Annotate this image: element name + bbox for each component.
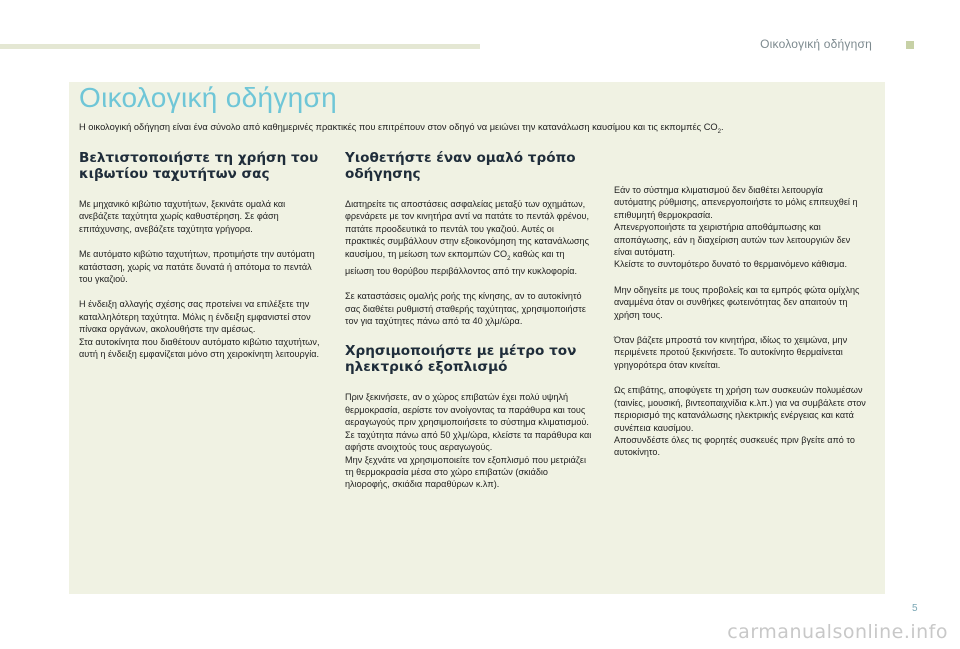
intro-main: Η οικολογική οδήγηση είναι ένα σύνολο από καθημερινές πρακτικές που επιτρέπουν στον οδηγό να μειώνει την κατανάλωση καυσίμου και τις εκπομπές CO — [79, 122, 718, 132]
header-rule — [0, 44, 480, 49]
running-header: Οικολογική οδήγηση — [760, 37, 872, 51]
watermark: carmanualsonline.info — [727, 621, 948, 643]
paragraph-climate-control: Εάν το σύστημα κλιματισμού δεν διαθέτει λειτουργία αυτόματης ρύθμισης, απενεργοποιήστε το μόλις επιτευχθεί η επιθυμητή θερμοκρασία. Απενεργοποιήστε τα χειριστήρια αποθάμπωσης και αποπάγωσης, εάν η διαχείριση αυτών των λειτουργιών δεν είναι αυτόματη. Κλείστε το συντομότερο δυνατό το θερμαινόμενο κάθισμα. — [614, 185, 858, 270]
header-square-marker — [906, 41, 914, 49]
page-title: Οικολογική οδήγηση — [79, 82, 337, 113]
page-number: 5 — [912, 603, 918, 614]
paragraph-multimedia: Ως επιβάτης, αποφύγετε τη χρήση των συσκευών πολυμέσων (ταινίες, μουσική, βιντεοπαιχνίδια κ.λπ.) για να συμβάλετε στον περιορισμό της κατανάλωσης ηλεκτρικής ενέργειας και κατά συνέπεια καυσίμου. Αποσυνδέστε όλες τις φορητές συσκευές πριν βγείτε από το αυτοκίνητο. — [614, 385, 866, 458]
paragraph-safety-distances-b: καθώς και τη μείωση του θορύβου περιβάλλοντος από την κυκλοφορία. — [345, 248, 577, 276]
heading-gearbox: Βελτιστοποιήστε τη χρήση του κιβωτίου ταχυτήτων σας — [79, 150, 319, 182]
intro-subscript: 2 — [717, 128, 722, 135]
paragraph-safety-distances — [345, 198, 593, 277]
co2-subscript: 2 — [507, 255, 511, 262]
paragraph-engine-warmup: Όταν βάζετε μπροστά τον κινητήρα, ιδίως το χειμώνα, μην περιμένετε προτού ξεκινήσετε. Το αυτοκίνητο θερμαίνεται γρηγορότερα όταν κινείται. — [614, 335, 848, 370]
paragraph-automatic-gearbox: Με αυτόματο κιβώτιο ταχυτήτων, προτιμήστε την αυτόματη κατάσταση, χωρίς να πατάτε δυνατά ή απότομα το πεντάλ του γκαζιού. — [79, 249, 315, 285]
intro-text — [79, 121, 879, 138]
paragraph-cruise-control: Σε καταστάσεις ομαλής ροής της κίνησης, αν το αυτοκίνητό σας διαθέτει ρυθμιστή σταθερής ταχύτητας, χρησιμοποιήστε τον για ταχύτητες πάνω από τα 40 χλμ/ώρα. — [345, 291, 586, 327]
column-driving-style — [345, 150, 593, 504]
paragraph-manual-gearbox: Με μηχανικό κιβώτιο ταχυτήτων, ξεκινάτε ομαλά και ανεβάζετε ταχύτητα χωρίς καθυστέρηση. Σε φάση επιτάχυνσης, ανεβάζετε ταχύτητα γρήγορα. — [79, 199, 286, 234]
paragraph-gear-indicator: Η ένδειξη αλλαγής σχέσης σας προτείνει να επιλέξετε την καταλληλότερη ταχύτητα. Μόλις η ένδειξη εμφανιστεί στον πίνακα οργάνων, ακολουθήστε την αμέσως. Στα αυτοκίνητα που διαθέτουν αυτόματο κιβώτιο ταχυτήτων, αυτή η ένδειξη εμφανίζεται μόνο στη χειροκίνητη λειτουργία. — [79, 299, 320, 360]
paragraph-safety-distances-a: Διατηρείτε τις αποστάσεις ασφαλείας μεταξύ των οχημάτων, φρενάρετε με τον κινητήρα αντί να πατάτε το πεντάλ φρένου, πατάτε προοδευτικά το πεντάλ του γκαζιού. Αυτές οι πρακτικές συμβάλλουν στην εξοικονόμηση της κατανάλωσης καυσίμου, τη μείωση των εκπομπών CO — [345, 199, 590, 259]
intro-end: . — [721, 122, 724, 132]
paragraph-air-conditioning: Πριν ξεκινήσετε, αν ο χώρος επιβατών έχει πολύ υψηλή θερμοκρασία, αερίστε τον ανοίγοντας τα παράθυρα και τους αεραγωγούς πριν χρησιμοποιήσετε το σύστημα κλιματισμού. Σε ταχύτητα πάνω από 50 χλμ/ώρα, κλείστε τα παράθυρα και αφήστε ανοιχτούς τους αεραγωγούς. Μην ξεχνάτε να χρησιμοποιείτε τον εξοπλισμό που μετριάζει τη θερμοκρασία μέσα στο χώρο επιβατών (σκιάδιο ηλιοροφής, σκιάδια παραθύρων κ.λπ). — [345, 392, 592, 490]
column-gearbox — [79, 150, 327, 373]
heading-electrical-equipment: Χρησιμοποιήστε με μέτρο τον ηλεκτρικό εξοπλισμό — [345, 343, 577, 376]
paragraph-headlamps: Μην οδηγείτε με τους προβολείς και τα εμπρός φώτα ομίχλης αναμμένα όταν οι συνθήκες φωτεινότητας δεν απαιτούν τη χρήση τους. — [614, 284, 860, 320]
column-equipment-tips — [614, 184, 866, 472]
heading-smooth-driving: Υιοθετήστε έναν ομαλό τρόπο οδήγησης — [345, 150, 576, 182]
